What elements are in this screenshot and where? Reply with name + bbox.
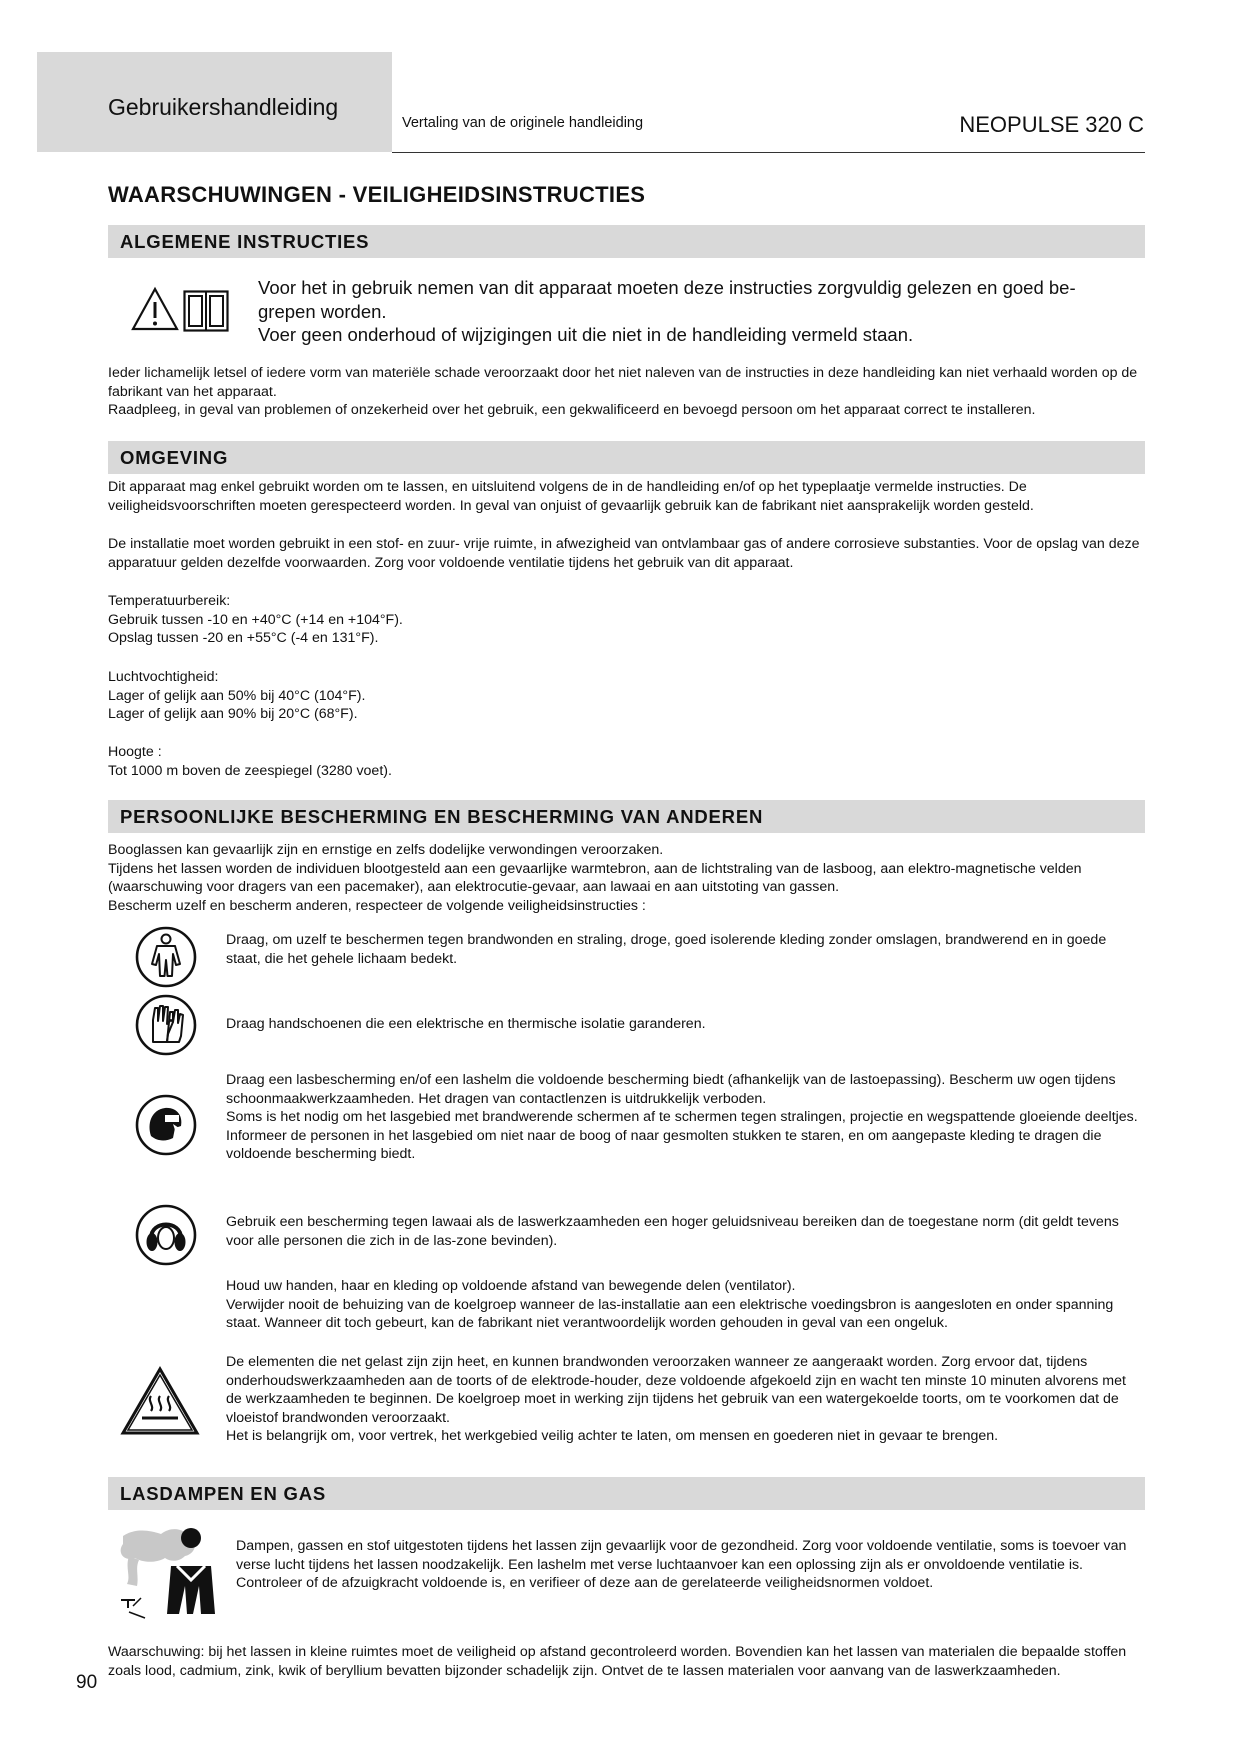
- document-title: Gebruikershandleiding: [108, 94, 339, 120]
- mask-instruction: Draag een lasbescherming en/of een lashelm die voldoende bescherming biedt (afhankelijk van de lastoepassing). Bescherm uw ogen tijdens schoonmaakwerkzaamheden. Het dragen van contactlenzen is uitdrukkelijk verboden. Soms is het nodig om het lasgebied met brandwerende schermen af te schermen tegen stralingen, projectie en wegspattende gloeiende deeltjes. Informeer de personen in het lasgebied om niet naar de boog of naar gesmolten stukken te staren, en om aangepaste kleding te dragen die voldoende bescherming biedt.: [226, 1072, 1138, 1163]
- document-subtitle: Vertaling van de originele handleiding: [402, 115, 644, 131]
- section-heading-algemene: ALGEMENE INSTRUCTIES: [108, 225, 1145, 258]
- protection-intro: Booglassen kan gevaarlijk zijn en ernstige en zelfs dodelijke verwondingen veroorzaken. Tijdens het lassen worden de individuen blootgesteld aan een gevaarlijke warmtebron, aan de lichtstraling van de lasboog, aan elektro-magnetische velden (waarschuwing voor dragers van een pacemaker), aan elektrocutie-gevaar, aan lawaai en aan uitstoting van gassen. Bescherm uzelf en bescherm anderen, respecteer de volgende veiligheidsinstructies :: [108, 842, 1082, 914]
- warning-triangle-icon: [130, 286, 180, 332]
- moving-parts-instruction: Houd uw handen, haar en kleding op voldoende afstand van bewegende delen (ventilator). Verwijder nooit de behuizing van de koelgroep wanneer de las-installatie aan een elektrische voedingsbron is aangesloten en onder spanning staat. Wanneer dit toch gebeurt, kan de fabrikant niet verantwoordelijk worden gehouden in geval van een ongeluk.: [226, 1278, 1114, 1332]
- gloves-instruction: Draag handschoenen die een elektrische en thermische isolatie garanderen.: [226, 1016, 706, 1032]
- altitude: Hoogte : Tot 1000 m boven de zeespiegel (3280 voet).: [108, 744, 392, 779]
- product-model: NEOPULSE 320 C: [959, 112, 1144, 137]
- environment-paragraph-1: Dit apparaat mag enkel gebruikt worden om te lassen, en uitsluitend volgens de in de handleiding en/of op het typeplaatje vermelde instructies. De veiligheidsvoorschriften moeten gerespecteerd worden. In geval van onjuist of gevaarlijk gebruik kan de fabrikant niet aansprakelijk worden gesteld.: [108, 479, 1034, 514]
- humidity: Luchtvochtigheid: Lager of gelijk aan 50% bij 40°C (104°F). Lager of gelijk aan 90% bij 20°C (68°F).: [108, 669, 366, 723]
- environment-paragraph-2: De installatie moet worden gebruikt in een stof- en zuur- vrije ruimte, in afwezigheid van ontvlambaar gas of andere corrosieve substanties. Voor de opslag van deze apparatuur gelden dezelfde voorwaarden. Zorg voor voldoende ventilatie tijdens het gebruik van dit apparaat.: [108, 536, 1140, 571]
- hearing-protection-icon: [135, 1204, 197, 1266]
- protective-clothing-icon: [135, 926, 197, 988]
- hot-parts-instruction: De elementen die net gelast zijn zijn heet, en kunnen brandwonden veroorzaken wanneer ze aangeraakt worden. Zorg ervoor dat, tijdens onderhoudswerkzaamheden aan de toorts of de elektrode-houder, deze voldoende afgekoeld zijn en wacht ten minste 10 minuten alvorens met de werkzaamheden te beginnen. De koelgroep moet in werking zijn tijdens het gebruik van een watergekoelde toorts, om te voorkomen dat de vloeistof brandwonden veroorzaakt. Het is belangrijk om, voor vertrek, het werkgebied veilig achter te laten, om mensen en goederen niet in gevaar te brengen.: [226, 1354, 1126, 1445]
- welding-fumes-icon: [115, 1522, 227, 1622]
- hearing-instruction: Gebruik een bescherming tegen lawaai als de laswerkzaamheden een hoger geluidsniveau bereiken dan de toegestane norm (dit geldt tevens voor alle personen die zich in de las-zone bevinden).: [226, 1214, 1119, 1249]
- gloves-icon: [135, 994, 197, 1056]
- general-intro: Voor het in gebruik nemen van dit apparaat moeten deze instructies zorgvuldig gelezen en goed be- grepen worden. Voer geen onderhoud of wijzigingen uit die niet in de handleiding vermeld staan.: [258, 277, 1076, 345]
- temperature-range: Temperatuurbereik: Gebruik tussen -10 en +40°C (+14 en +104°F). Opslag tussen -20 en +55°C (-4 en 131°F).: [108, 593, 403, 647]
- welding-mask-icon: [135, 1094, 197, 1156]
- general-body: Ieder lichamelijk letsel of iedere vorm van materiële schade veroorzaakt door het niet naleven van de instructies in deze handleiding kan niet verhaald worden op de fabrikant van het apparaat. Raadpleeg, in geval van problemen of onzekerheid over het gebruik, een gekwalificeerd en bevoegd persoon om het apparaat correct te installeren.: [108, 365, 1138, 419]
- manual-book-icon: [183, 290, 229, 332]
- fumes-instruction: Dampen, gassen en stof uitgestoten tijdens het lassen zijn gevaarlijk voor de gezondheid. Zorg voor voldoende ventilatie, soms is toevoer van verse lucht tijdens het lassen noodzakelijk. Een lashelm met verse luchtaanvoer kan een oplossing zijn als er onvoldoende ventilatie is. Controleer of de afzuigkracht voldoende is, en verifieer of deze aan de gerelateerde veiligheidsnormen voldoet.: [236, 1538, 1127, 1592]
- section-heading-omgeving: OMGEVING: [108, 441, 1145, 474]
- hot-surface-warning-icon: [120, 1366, 200, 1436]
- header-divider: [392, 152, 1145, 153]
- fumes-warning: Waarschuwing: bij het lassen in kleine ruimtes moet de veiligheid op afstand gecontroleerd worden. Bovendien kan het lassen van materialen die bepaalde stoffen zoals lood, cadmium, zink, kwik of beryllium bevatten bijzonder schadelijk zijn. Ontvet de te lassen materialen voor aanvang van de laswerkzaamheden.: [108, 1644, 1127, 1679]
- section-heading-lasdampen: LASDAMPEN EN GAS: [108, 1477, 1145, 1510]
- page-number: 90: [76, 1672, 98, 1693]
- clothing-instruction: Draag, om uzelf te beschermen tegen brandwonden en straling, droge, goed isolerende kleding zonder omslagen, brandwerend en in goede staat, die het gehele lichaam bedekt.: [226, 932, 1107, 967]
- page-title: WAARSCHUWINGEN - VEILIGHEIDSINSTRUCTIES: [108, 182, 646, 207]
- section-heading-persoonlijke: PERSOONLIJKE BESCHERMING EN BESCHERMING VAN ANDEREN: [108, 800, 1145, 833]
